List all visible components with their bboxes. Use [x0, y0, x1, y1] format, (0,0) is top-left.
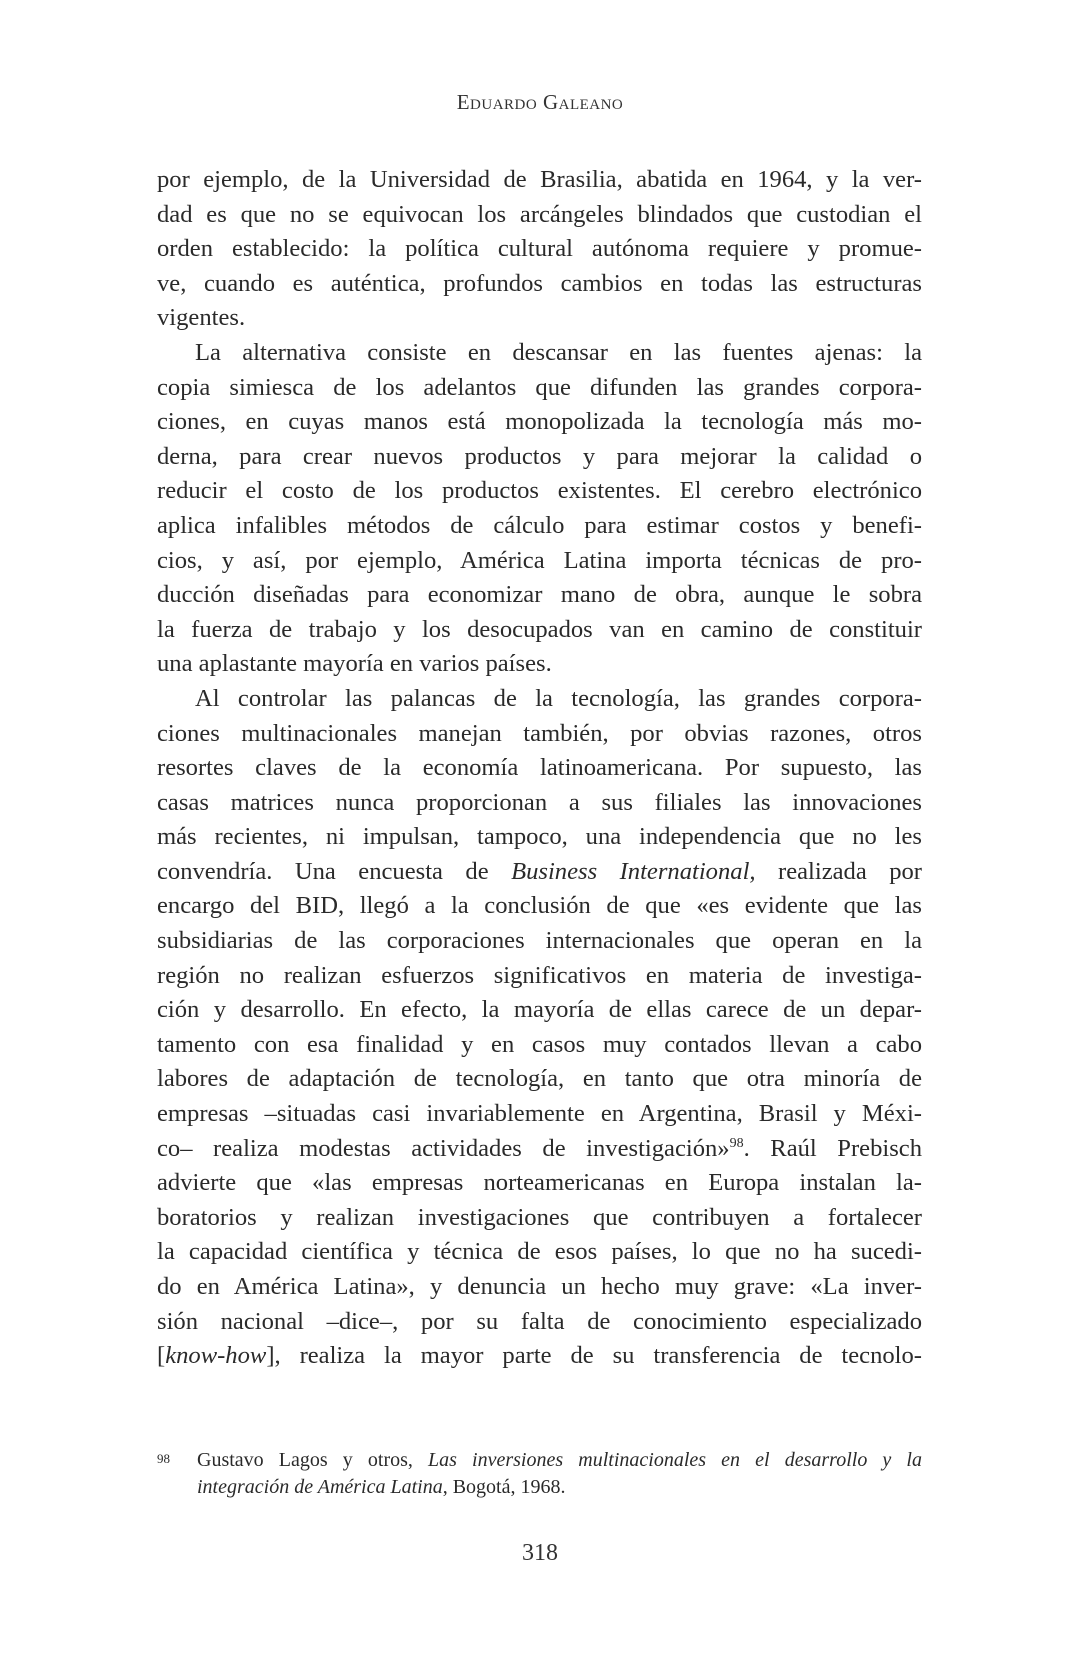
text-line: una aplastante mayoría en varios países. — [157, 650, 552, 678]
text-line: dad es que no se equivocan los arcángeles blindados que custodian el — [157, 200, 922, 228]
text-line: aplica infalibles métodos de cálculo para estimar costos y benefi- — [157, 511, 922, 539]
text-line: ciones multinacionales manejan también, por obvias razones, otros — [157, 719, 922, 747]
text-line: La alternativa consiste en descansar en las fuentes ajenas: la — [195, 338, 922, 366]
text-line: casas matrices nunca proporcionan a sus filiales las innovaciones — [157, 788, 922, 816]
text-line: Al controlar las palancas de la tecnología, las grandes corpora- — [195, 684, 922, 712]
italic-term: know-how — [165, 1342, 267, 1370]
text-line: subsidiarias de las corporaciones internacionales que operan en la — [157, 927, 922, 955]
text-line: por ejemplo, de la Universidad de Brasilia, abatida en 1964, y la ver- — [157, 166, 922, 193]
text-line: vigentes. — [157, 304, 246, 332]
text-line: empresas –situadas casi invariablemente en Argentina, Brasil y Méxi- — [157, 1100, 922, 1128]
text-line: reducir el costo de los productos existentes. El cerebro electrónico — [157, 477, 922, 505]
text-line: resortes claves de la economía latinoamericana. Por supuesto, las — [157, 754, 922, 782]
text-line: ve, cuando es auténtica, profundos cambios en todas las estructuras — [157, 269, 922, 297]
text-line — [157, 1339, 922, 1374]
footnote-text — [197, 1447, 922, 1501]
text-line: la capacidad científica y técnica de esos países, lo que no ha sucedi- — [157, 1238, 922, 1266]
running-head: Eduardo Galeano — [456, 90, 624, 114]
text-line: do en América Latina», y denuncia un hecho muy grave: «La inver- — [157, 1273, 922, 1300]
text-line — [197, 1474, 922, 1501]
text-line: advierte que «las empresas norteamericanas en Europa instalan la- — [157, 1169, 922, 1197]
paragraph-1 — [157, 163, 922, 336]
publication-title: Business International, — [511, 857, 756, 885]
text-line: más recientes, ni impulsan, tampoco, una independencia que no les — [157, 823, 922, 851]
body-text — [157, 163, 922, 1374]
text-line: ción y desarrollo. En efecto, la mayoría de ellas carece de un depar- — [157, 996, 922, 1024]
text-run: co– realiza modestas actividades de investigación» — [157, 1134, 730, 1162]
footnote — [157, 1447, 922, 1501]
text-line — [197, 1447, 922, 1474]
text-line: boratorios y realizan investigaciones que contribuyen a fortalecer — [157, 1203, 922, 1231]
text-line: sión nacional –dice–, por su falta de conocimiento especializado — [157, 1307, 922, 1335]
text-line: tamento con esa finalidad y en casos muy contados llevan a cabo — [157, 1030, 922, 1058]
text-line: región no realizan esfuerzos significativos en materia de investiga- — [157, 961, 922, 989]
footnote-author: Gustavo Lagos y otros, — [197, 1449, 429, 1471]
text-line: labores de adaptación de tecnología, en tanto que otra minoría de — [157, 1065, 922, 1093]
text-line: la fuerza de trabajo y los desocupados van en camino de constituir — [157, 615, 922, 643]
paragraph-2 — [157, 336, 922, 682]
text-line: derna, para crear nuevos productos y para mejorar la calidad o — [157, 442, 922, 470]
text-line: cios, y así, por ejemplo, América Latina importa técnicas de pro- — [157, 546, 922, 574]
footnote-publication-info: , Bogotá, 1968. — [442, 1476, 566, 1498]
text-run: [ — [157, 1342, 166, 1370]
paragraph-3 — [157, 682, 922, 1374]
text-line — [157, 1132, 922, 1167]
text-run: realizada por — [755, 857, 922, 885]
text-line: encargo del BID, llegó a la conclusión de que «es evidente que las — [157, 892, 922, 920]
footnote-title: Las inversiones multinacionales en el desarrollo y la — [428, 1449, 922, 1471]
text-line: orden establecido: la política cultural autónoma requiere y promue- — [157, 235, 922, 263]
footnote-reference[interactable]: 98 — [729, 1135, 744, 1151]
footnote-number: 98 — [157, 1451, 170, 1466]
text-run: . Raúl Prebisch — [743, 1134, 922, 1162]
text-line: copia simiesca de los adelantos que difunden las grandes corpora- — [157, 373, 922, 401]
text-run: ], realiza la mayor parte de su transferencia de tecnolo- — [266, 1342, 922, 1370]
text-line — [157, 855, 922, 890]
text-line: ciones, en cuyas manos está monopolizada la tecnología más mo- — [157, 408, 922, 436]
text-run: convendría. Una encuesta de — [157, 857, 512, 885]
text-line: ducción diseñadas para economizar mano de obra, aunque le sobra — [157, 581, 922, 609]
footnote-title: integración de América Latina — [197, 1476, 443, 1498]
page-number: 318 — [522, 1540, 558, 1566]
